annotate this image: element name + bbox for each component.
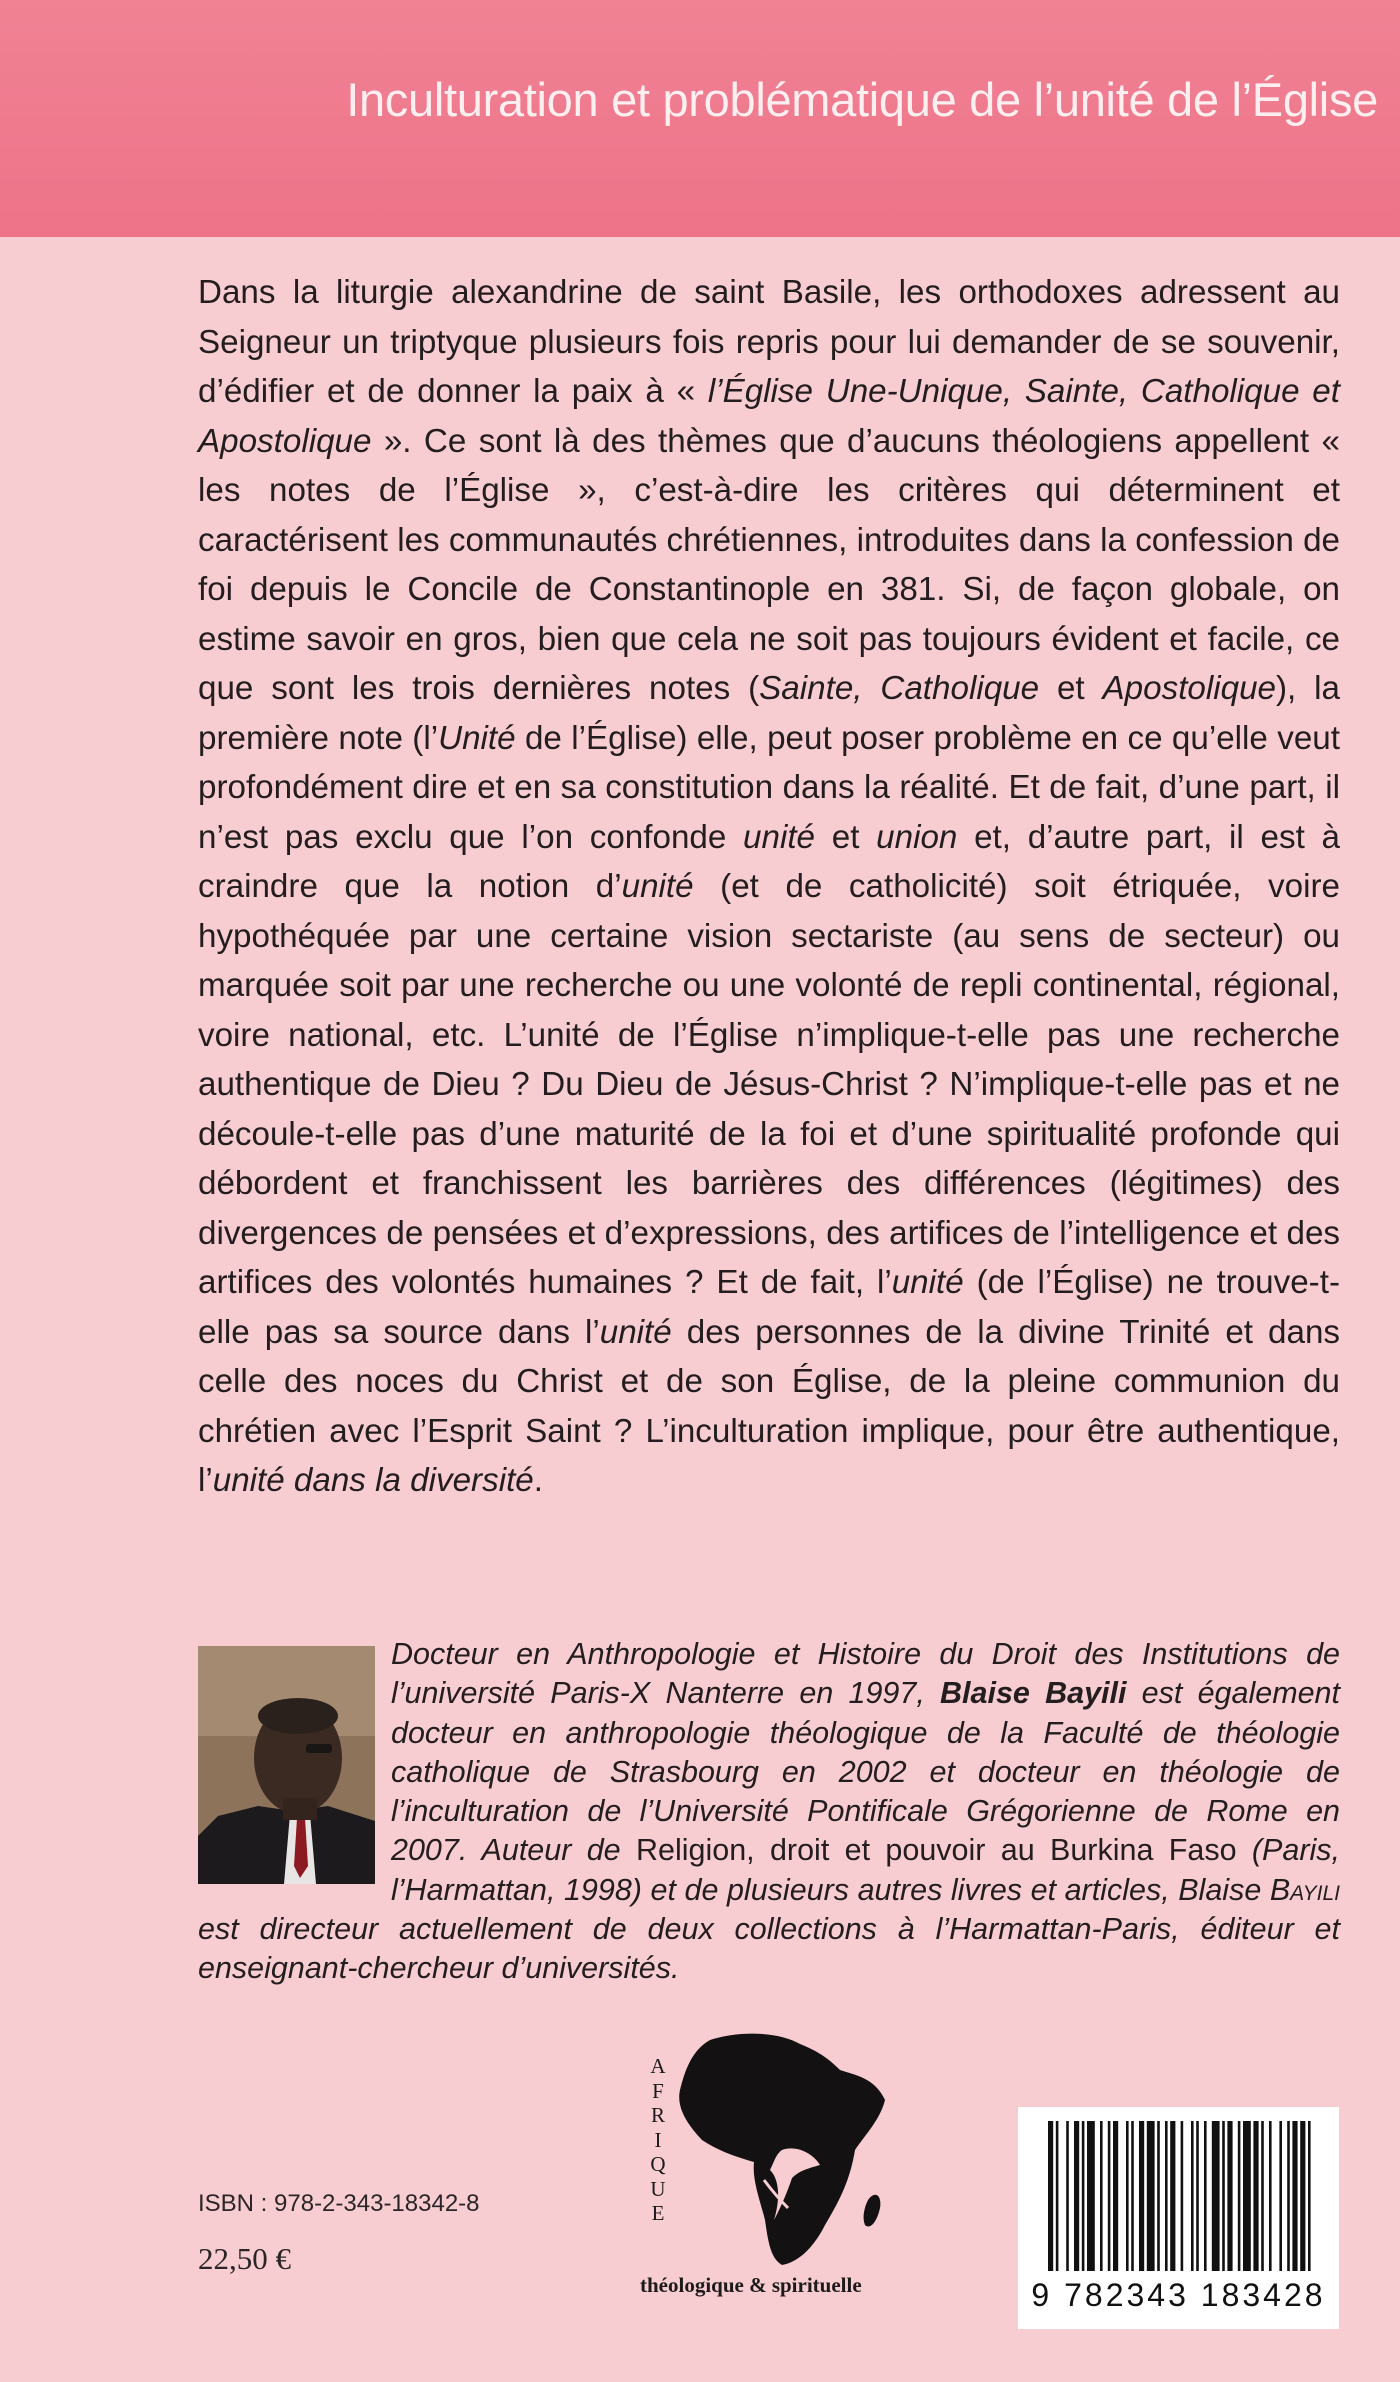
- barcode: [1018, 2107, 1339, 2329]
- publisher-collection-logo: [630, 2030, 930, 2300]
- logo-caption: théologique & spirituelle: [640, 2273, 862, 2297]
- africa-dove-icon: [670, 2030, 900, 2270]
- header-band: [0, 0, 1400, 237]
- price: 22,50 €: [198, 2241, 291, 2276]
- book-title: Inculturation et problématique de l’unité de l’Église: [346, 73, 1378, 126]
- author-bio: [198, 1635, 1340, 1989]
- blurb-paragraph: Dans la liturgie alexandrine de saint Basile, les orthodoxes adressent au Seigneur un triptyque plusieurs fois repris pour lui demander de se souvenir, d’édifier et de donner la paix à « l’Église Une-Unique, Sainte, Catholique et Apostolique ». Ce sont là des thèmes que d’aucuns théologiens appellent « les notes de l’Église », c’est-à-dire les critères qui déterminent et caractérisent les communautés chrétiennes, introduites dans la confession de foi depuis le Concile de Constantinople en 381. Si, de façon globale, on estime savoir en gros, bien que cela ne soit pas toujours évident et facile, ce que sont les trois dernières notes (Sainte, Catholique et Apostolique), la première note (l’Unité de l’Église) elle, peut poser problème en ce qu’elle veut profondément dire et en sa constitution dans la réalité. Et de fait, d’une part, il n’est pas exclu que l’on confonde unité et union et, d’autre part, il est à craindre que la notion d’unité (et de catholicité) soit étriquée, voire hypothéquée par une certaine vision sectariste (au sens de secteur) ou marquée soit par une recherche ou une volonté de repli continental, régional, voire national, etc. L’unité de l’Église n’implique-t-elle pas une recherche authentique de Dieu ? Du Dieu de Jésus-Christ ? N’implique-t-elle pas et ne découle-t-elle pas d’une maturité de la foi et d’une spiritualité profonde qui débordent et franchissent les barrières des différences (légitimes) des divergences de pensées et d’expressions, des artifices de l’intelligence et des artifices des volontés humaines ? Et de fait, l’unité (de l’Église) ne trouve-t-elle pas sa source dans l’unité des personnes de la divine Trinité et dans celle des noces du Christ et de son Église, de la pleine communion du chrétien avec l’Esprit Saint ? L’inculturation implique, pour être authentique, l’unité dans la diversité.: [198, 274, 1341, 1499]
- bio-text: Docteur en Anthropologie et Histoire du Droit des Institutions de l’université Paris-X Nanterre en 1997, Blaise Bayili est également docteur en anthropologie théologique de la Faculté de théologie catholique de Strasbourg en 2002 et docteur en théologie de l’inculturation de l’Université Pontificale Grégorienne de Rome en 2007. Auteur de Religion, droit et pouvoir au Burkina Faso (Paris, l’Harmattan, 1998) et de plusieurs autres livres et articles, Blaise Bayili est directeur actuellement de deux collections à l’Harmattan-Paris, éditeur et enseignant-chercheur d’universités.: [198, 1637, 1341, 1986]
- back-cover-blurb: [198, 268, 1340, 1506]
- author-photo: [198, 1646, 375, 1884]
- barcode-digits: 9 782343 183428: [1031, 2277, 1326, 2313]
- isbn: ISBN : 978-2-343-18342-8: [198, 2190, 480, 2217]
- logo-vertical-word: A F R I Q U E: [650, 2054, 666, 2225]
